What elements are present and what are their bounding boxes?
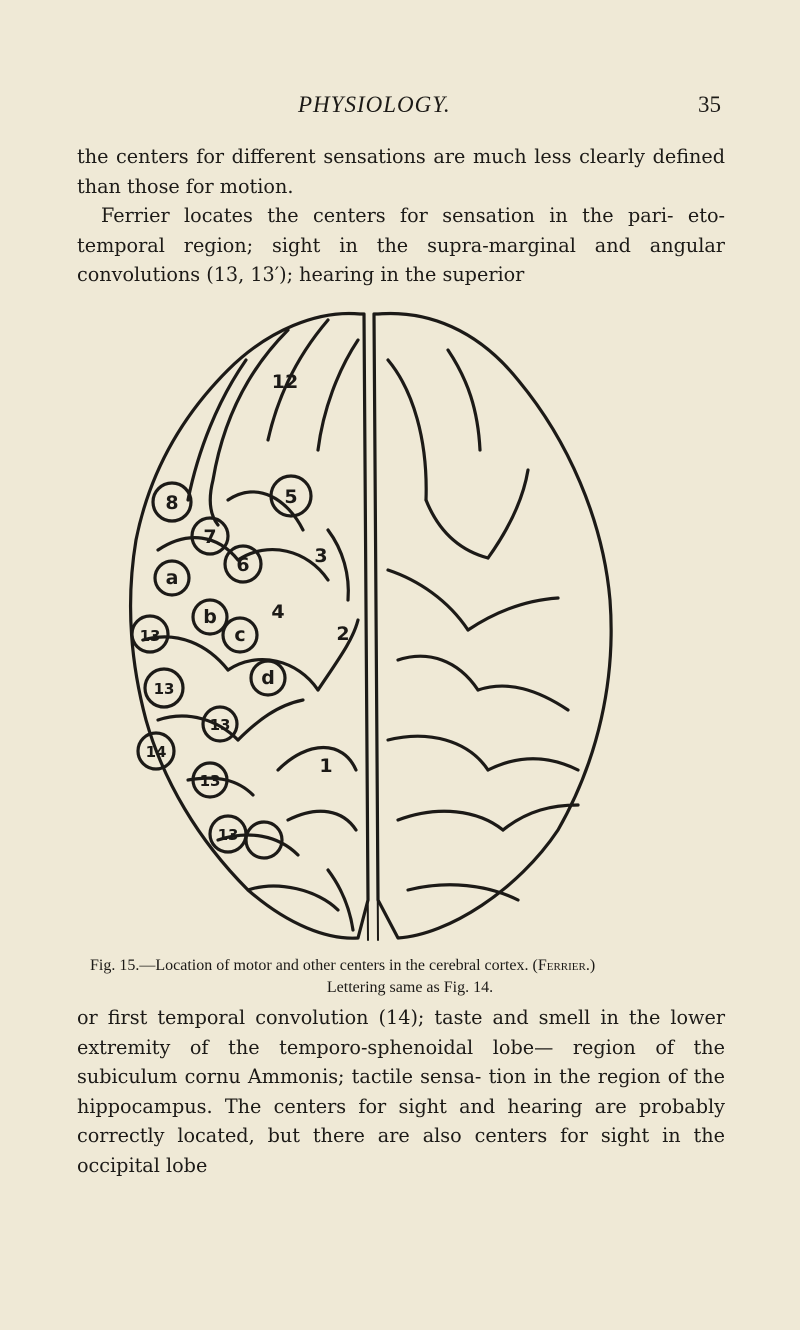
text-line: defined than those for motion. <box>77 145 725 198</box>
text-line: sight and hearing are probably correctly located, but <box>77 1094 725 1147</box>
figure-label: 7 <box>203 526 217 548</box>
top-paragraphs <box>77 142 725 290</box>
brain-figure <box>128 300 628 950</box>
text-line: tion in the region of the hippocampus. The centers for <box>77 1065 726 1118</box>
bottom-paragraph <box>77 1003 725 1180</box>
text-line: the centers for different sensations are much less clearly <box>77 145 645 168</box>
figure-number: Fig. 15. <box>90 957 140 974</box>
running-head <box>0 92 800 122</box>
text-line: or first temporal convolution (14); taste and smell in <box>77 1006 619 1029</box>
figure-label: a <box>165 567 179 589</box>
caption-close: .) <box>585 957 596 974</box>
figure-label: 13 <box>209 716 231 734</box>
figure-label: 3 <box>314 545 328 567</box>
caption-note: Lettering same as Fig. 14. <box>326 979 494 996</box>
figure-label: 4 <box>271 601 285 623</box>
figure-label: 13 <box>139 627 161 645</box>
figure-label: 13 <box>217 826 239 844</box>
caption-author: Ferrier <box>537 957 586 974</box>
text-line: angular convolutions (13, 13′); hearing in the superior <box>77 233 725 286</box>
figure-label: 14 <box>145 743 167 761</box>
figure-label: 13 <box>199 772 221 790</box>
caption-text: —Location of motor and other centers in the cerebral cortex. ( <box>139 957 538 974</box>
figure-label: 13 <box>153 680 175 698</box>
brain-illustration <box>128 300 628 950</box>
figure-label: 2 <box>336 623 350 645</box>
figure-caption <box>90 955 730 999</box>
figure-label: 1 <box>319 755 333 777</box>
caption-line <box>90 955 730 977</box>
text-line: Ferrier locates the centers for sensation in the pari- <box>101 204 674 227</box>
figure-label: d <box>261 667 275 689</box>
paragraph-ferrier <box>77 201 725 290</box>
text-line: the lower extremity of the temporo-sphenoidal lobe— <box>77 1006 725 1059</box>
text-line: eto-temporal region; sight in the supra-marginal and <box>77 204 725 257</box>
text-line: region of the subiculum cornu Ammonis; tactile sensa- <box>77 1035 725 1088</box>
figure-label: 8 <box>165 492 179 514</box>
paragraph-continued <box>77 142 725 201</box>
paragraph-continued <box>77 1003 725 1180</box>
page-number: 35 <box>698 92 721 117</box>
figure-label: 6 <box>236 554 250 576</box>
running-title: PHYSIOLOGY. <box>298 92 451 117</box>
figure-label: 12 <box>271 371 299 393</box>
right-hemisphere-outline <box>374 314 611 938</box>
figure-label: 5 <box>284 486 298 508</box>
figure-label: c <box>234 624 246 646</box>
figure-label: b <box>203 606 217 628</box>
text-line: there are also centers for sight in the occipital lobe <box>77 1124 725 1177</box>
